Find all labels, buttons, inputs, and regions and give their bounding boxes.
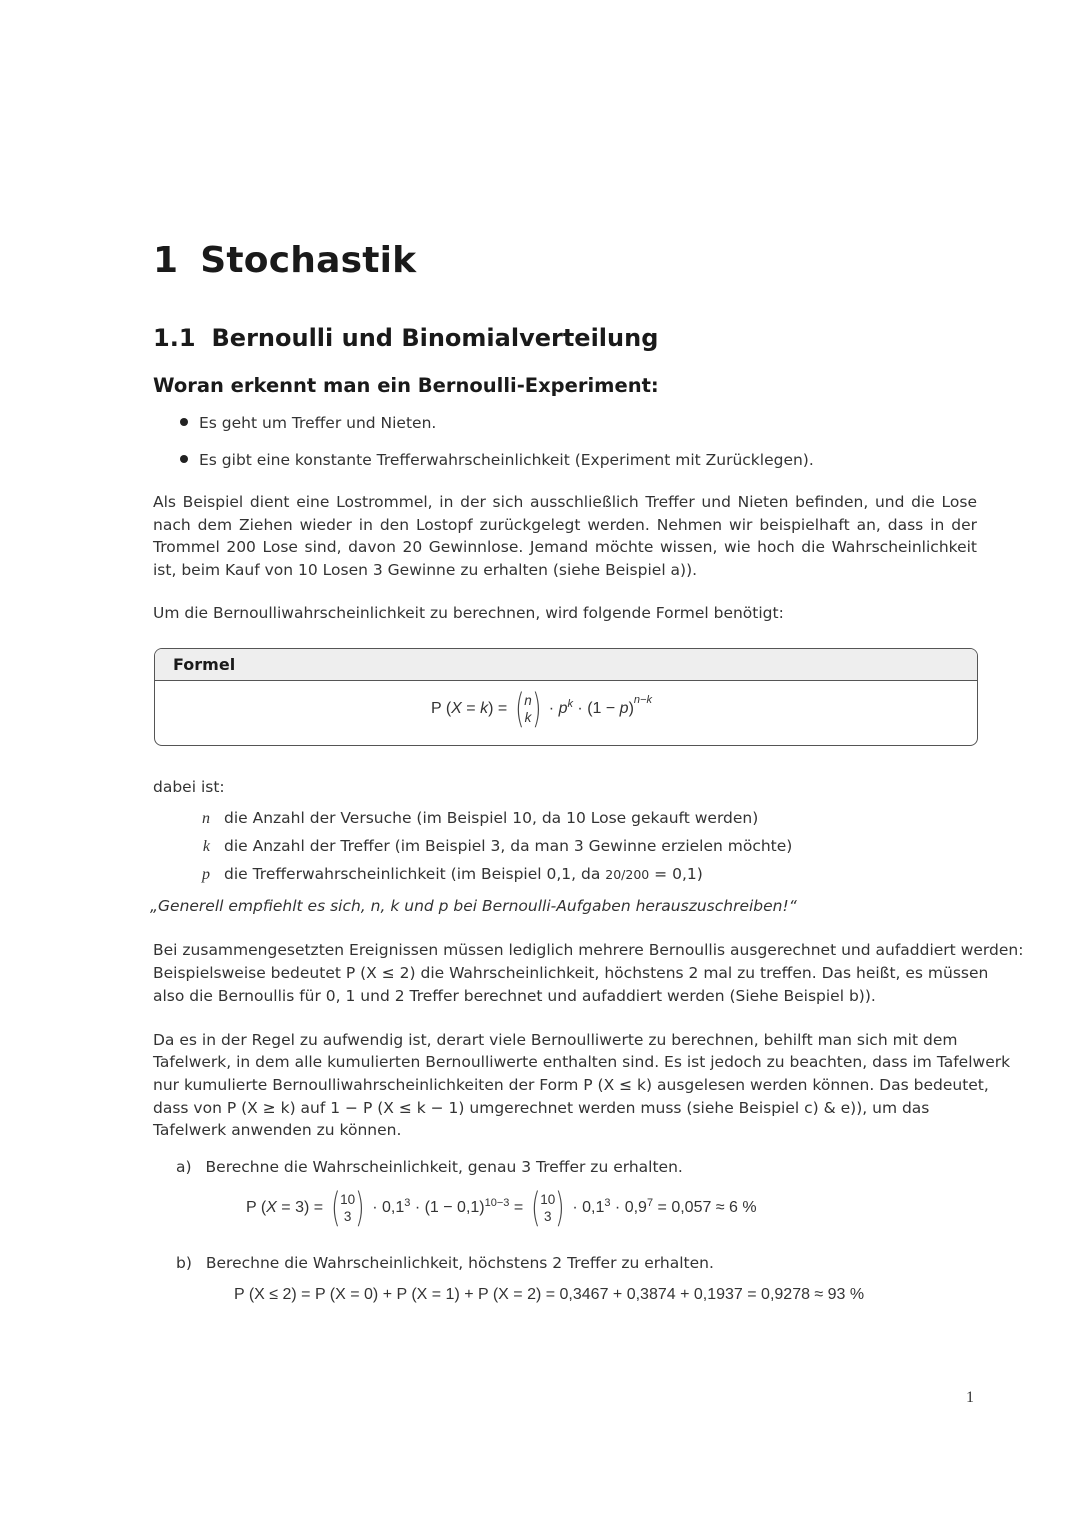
bullet-dot-icon <box>180 455 188 463</box>
bullet-dot-icon <box>180 418 188 426</box>
subheading: Woran erkennt man ein Bernoulli-Experiment: <box>153 374 659 397</box>
combined-line-2: Beispielsweise bedeutet P (X ≤ 2) die Wahrscheinlichkeit, höchstens 2 mal zu treffen. Das heißt, es müssen <box>153 964 989 982</box>
bullet-item: Es geht um Treffer und Nieten. <box>180 414 436 432</box>
page-number: 1 <box>966 1389 974 1406</box>
combined-line-1: Bei zusammengesetzten Ereignissen müssen lediglich mehrere Bernoullis ausgerechnet und aufaddiert werden: <box>153 941 1024 959</box>
definition-k: k die Anzahl der Treffer (im Beispiel 3, da man 3 Gewinne erzielen möchte) <box>202 837 793 855</box>
formula-intro: Um die Bernoulliwahrscheinlichkeit zu berechnen, wird folgende Formel benötigt: <box>153 604 784 622</box>
combined-line-3: also die Bernoullis für 0, 1 und 2 Treffer berechnet und aufaddiert werden (Siehe Beispiel b)). <box>153 987 876 1005</box>
table-line-2: Tafelwerk, in dem alle kumulierten Bernoulliwerte enthalten sind. Es ist jedoch zu beachten, dass im Tafelwerk <box>153 1053 1011 1071</box>
example-b-task: b) Berechne die Wahrscheinlichkeit, höchstens 2 Treffer zu erhalten. <box>176 1254 714 1272</box>
table-line-4: dass von P (X ≥ k) auf 1 − P (X ≤ k − 1) umgerechnet werden muss (siehe Beispiel c) & e)), um das <box>153 1099 930 1117</box>
table-line-1: Da es in der Regel zu aufwendig ist, derart viele Bernoulliwerte zu berechnen, behilft man sich mit dem <box>153 1031 958 1049</box>
formula-box-title: Formel <box>155 649 977 681</box>
table-line-5: Tafelwerk anwenden zu können. <box>153 1121 402 1139</box>
example-a-task: a) Berechne die Wahrscheinlichkeit, genau 3 Treffer zu erhalten. <box>176 1158 683 1176</box>
intro-paragraph: Als Beispiel dient eine Lostrommel, in der sich ausschließlich Treffer und Nieten befinden, und die Lose nach dem Ziehen wieder in den Lostopf zurückgelegt werden. Nehmen wir beispielhaft an, dass in der Trommel 200 Lose sind, davon 20 Gewinnlose. Jemand möchte wissen, wie hoch die Wahrscheinlichkeit ist, beim Kauf von 10 Losen 3 Gewinne zu erhalten (siehe Beispiel a)). <box>153 493 977 579</box>
table-line-3: nur kumulierte Bernoulliwahrscheinlichkeiten der Form P (X ≤ k) ausgelesen werden können. Das bedeutet, <box>153 1076 989 1094</box>
example-b-solution: P (X ≤ 2) = P (X = 0) + P (X = 1) + P (X = 2) = 0,3467 + 0,3874 + 0,1937 = 0,9278 ≈ 93 % <box>234 1286 865 1303</box>
bullet-item: Es gibt eine konstante Trefferwahrscheinlichkeit (Experiment mit Zurücklegen). <box>180 451 814 469</box>
definition-n: n die Anzahl der Versuche (im Beispiel 10, da 10 Lose gekauft werden) <box>202 809 759 827</box>
formula-box <box>154 648 978 746</box>
example-a-solution: P (X = 3) = (10 $3) \cdot 0,1^3 \cdot (1 - 0,1)^{10-3} = (10$ $3) \cdot 0,1^3 \cdot 0,9^7 = 0,057 \approx 6$ % <box>246 1185 757 1231</box>
where-label: dabei ist: <box>153 778 225 796</box>
definition-p: p die Trefferwahrscheinlichkeit (im Beispiel 0,1, da 20/200 = 0,1) <box>202 865 703 883</box>
binomial-formula: P (X = k) = (n $k) \cdot p^k \cdot (1 - p)^{n-k}$ <box>431 686 652 732</box>
chapter-heading: 1 Stochastik <box>153 240 417 281</box>
tip-quote: „Generell empfiehlt es sich, n, k und p bei Bernoulli-Aufgaben herauszuschreiben!“ <box>150 897 797 915</box>
section-heading: 1.1 Bernoulli und Binomialverteilung <box>153 324 659 352</box>
